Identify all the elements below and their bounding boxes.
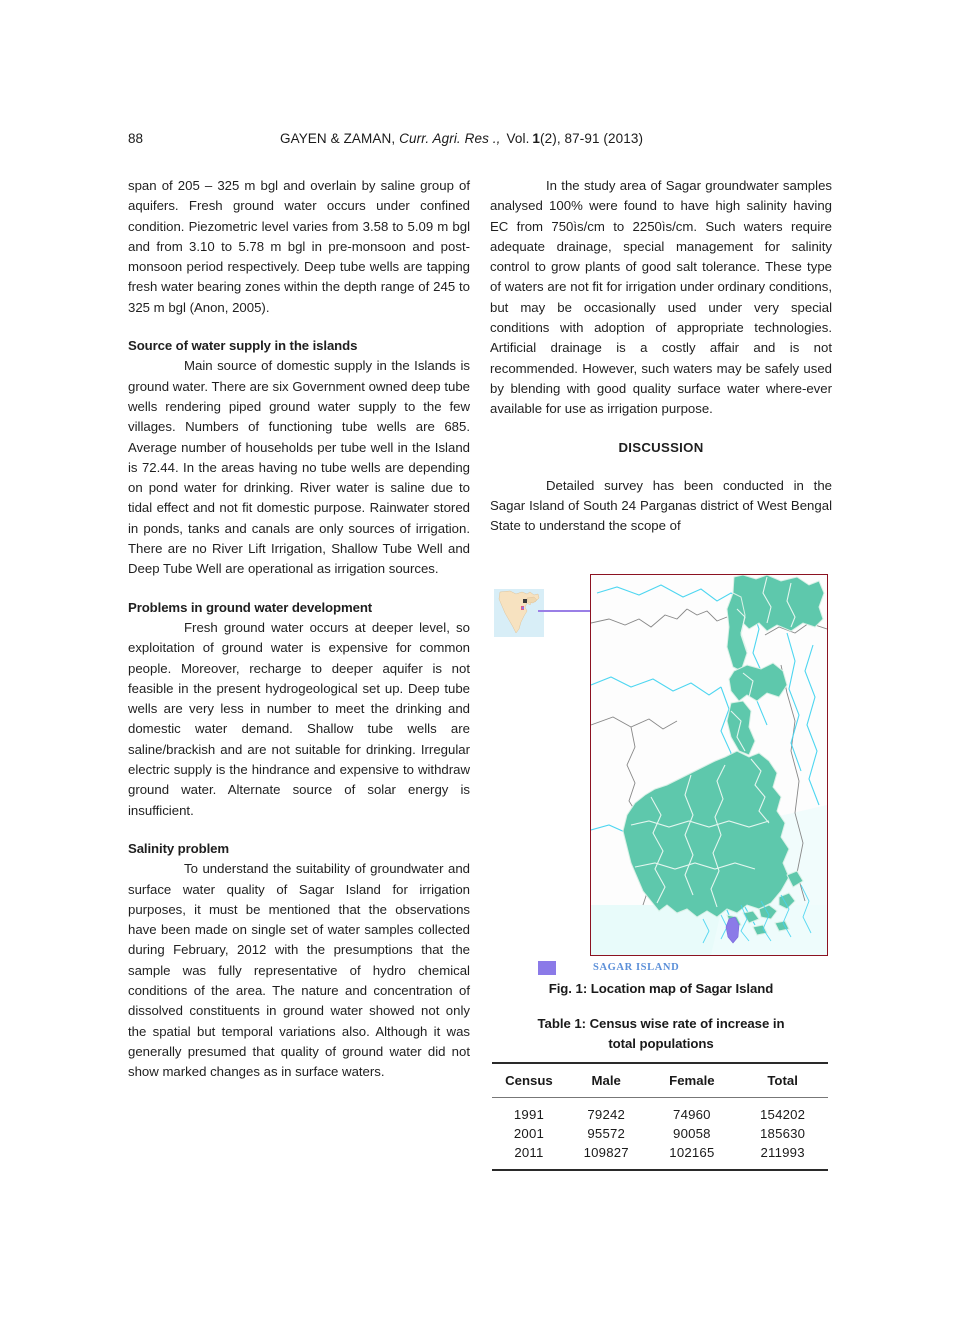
column-header-female: Female [669,1073,715,1088]
cell-male: 79242 [587,1107,626,1122]
page-number: 88 [128,131,144,146]
cell-total: 154202 [760,1107,806,1122]
heading-source-of-water-supply: Source of water supply in the islands [128,338,358,354]
column-header-census: Census [505,1073,553,1088]
citation-volume-prefix: Vol. [506,131,530,146]
heading-problems-ground-water: Problems in ground water development [128,599,373,615]
legend-label-sagar-island: SAGAR ISLAND [593,962,680,973]
india-inset-map [494,589,544,637]
journal-citation [280,128,643,150]
right-column [490,176,832,537]
table-header [492,1063,828,1098]
paragraph-discussion: Detailed survey has been conducted in the Sagar Island of South 24 Parganas district of West Bengal State to understand the scope of [490,477,832,534]
table-row [492,1098,828,1125]
paragraph-salinity-ec: In the study area of Sagar groundwater samples analysed 100% were found to have high salinity having EC from 750ìs/cm to 2250ìs/cm. Such waters require adequate drainage, special management for salinity control to grow plants of good salt tolerance. These type of waters are not fit for irrigation under ordinary conditions, but may be occasionally used under very special conditions with adoption of appropriate technologies. Artificial drainage is a costly affair and is not recommended. However, such waters may be safely used by blending with good quality surface water where-ever available for use as irrigation purpose. [490,178,832,417]
figure-1 [490,566,832,996]
india-inset-svg [494,589,544,637]
table-row [492,1143,828,1170]
running-head [128,128,832,150]
cell-female: 90058 [673,1126,711,1141]
map-legend [538,960,828,978]
cell-total: 185630 [760,1126,806,1141]
table-header-row [492,1063,828,1098]
paragraph-water-supply: Main source of domestic supply in the Islands is ground water. There are six Government owned deep tube wells rendering piped ground water supply to the few villages. Numbers of functioning tube wells are 685. Average number of households per tube well in the Island is 72.44. In the areas having no tube wells are depending on pond water for drinking. River water is saline due to tidal effect and not fit domestic purpose. Rainwater stored in ponds, tanks and canals are only sources of irrigation. There are no River Lift Irrigation, Shallow Tube Well and Deep Tube Well are operational as irrigation sources. [128,358,470,577]
citation-volume-number: 1 [532,131,541,146]
citation-authors: GAYEN & ZAMAN, [280,131,396,146]
table-caption-line-1: Table 1: Census wise rate of increase in [537,1016,785,1031]
figure-1-caption: Fig. 1: Location map of Sagar Island [548,981,774,996]
table-row [492,1124,828,1143]
cell-total: 211993 [760,1145,805,1160]
heading-discussion: DISCUSSION [618,439,704,455]
cell-female: 74960 [673,1107,711,1122]
cell-male: 95572 [587,1126,626,1141]
table-1-caption [490,1014,832,1054]
cell-census: 2011 [514,1145,544,1160]
table-body [492,1098,828,1171]
cell-female: 102165 [669,1145,715,1160]
paragraph-salinity: To understand the suitability of groundwater and surface water quality of Sagar Island for irrigation purposes, it must be mentioned that the observations have been made on single set of water samples collected during February, 2012 with the presumptions that the sample was fully representative of hydro chemical conditions of the area. The nature and concentration of dissolved constituents in ground water showed not only the spatial but temporal variations also. Although it was generally presumed that quality of ground water did not show marked changes as in surface waters. [128,861,470,1080]
table-caption-line-2: total populations [608,1036,714,1051]
cell-male: 109827 [583,1145,629,1160]
column-header-male: Male [591,1073,621,1088]
west-bengal-map-svg [591,575,827,955]
citation-journal: Curr. Agri. Res ., [399,131,501,146]
paragraph-continued: span of 205 – 325 m bgl and overlain by saline group of aquifers. Fresh ground water occurs under confined condition. Piezometric level varies from 3.58 to 5.09 m bgl and from 3.10 to 5.78 m bgl in pre-monsoon and post-monsoon period respectively. Deep tube wells are tapping fresh water bearing zones within the depth range of 245 to 325 m bgl (Anon, 2005). [128,178,470,315]
census-population-table [492,1062,828,1171]
legend-swatch-sagar-island [538,961,556,975]
cell-census: 1991 [513,1107,545,1122]
heading-salinity-problem: Salinity problem [128,840,229,856]
west-bengal-map [590,574,828,956]
citation-volume-rest: (2), 87-91 (2013) [540,131,644,146]
paragraph-problems: Fresh ground water occurs at deeper level, so exploitation of ground water is expensive for common people. Moreover, recharge to deeper aquifer is not feasible in the present hydrogeological set up. Deep tube wells are very less in number to meet the drinking and domestic water demand. Shallow tube wells are saline/brackish and are not suitable for drinking. Irregular electric supply is the hindrance and expensive to withdraw ground water. Alternate source of solar energy is insufficient. [128,619,470,818]
column-header-total: Total [767,1073,798,1088]
cell-census: 2001 [513,1126,545,1141]
left-column [128,176,470,1082]
